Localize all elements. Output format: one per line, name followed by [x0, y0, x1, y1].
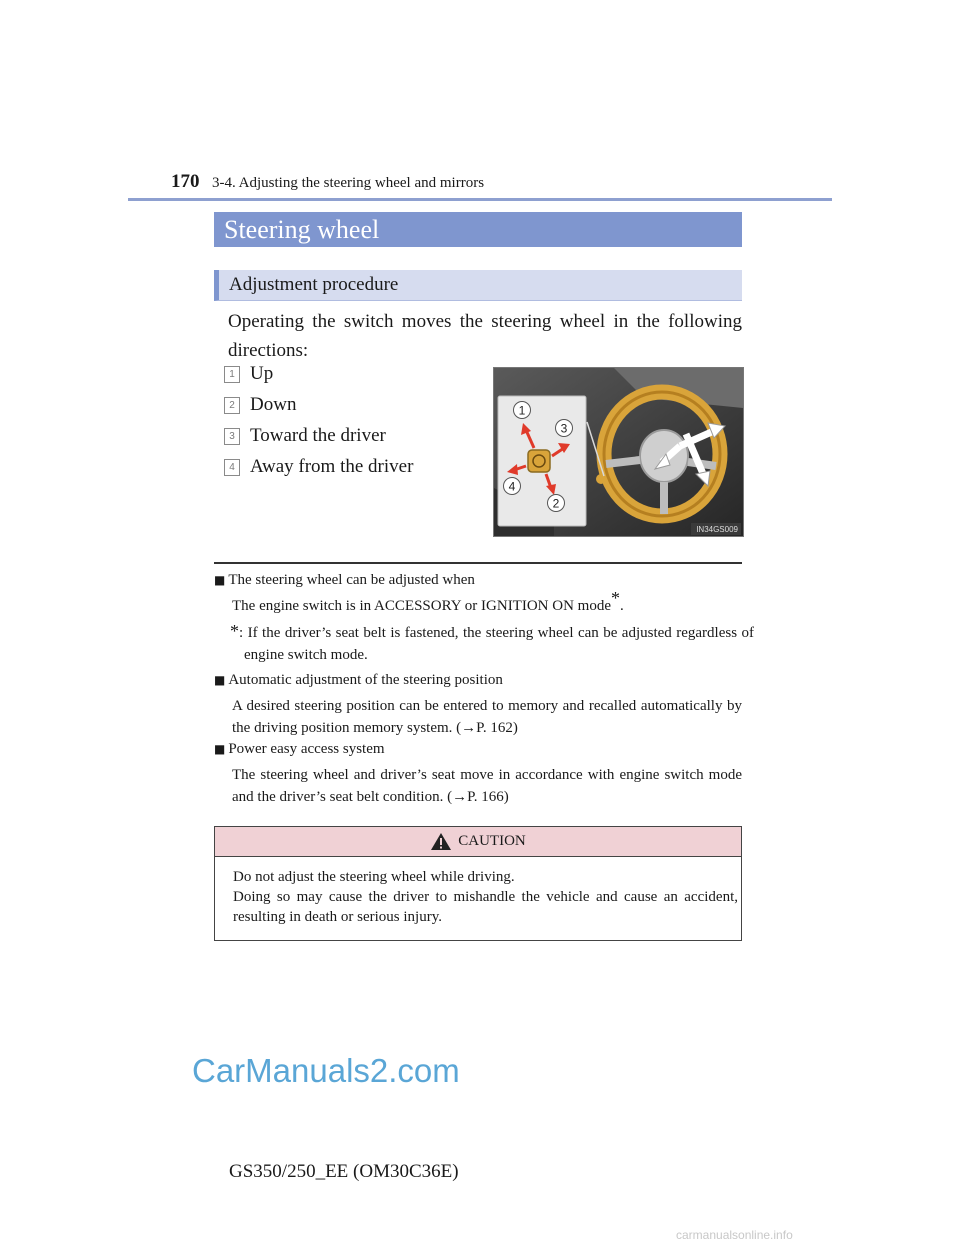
note-body-adjustable-when: The engine switch is in ACCESSORY or IGNITION ON mode*. — [232, 588, 624, 614]
caution-header — [215, 827, 741, 857]
note-heading-adjustable-when: ■ The steering wheel can be adjusted when — [214, 572, 475, 588]
intro-paragraph: Operating the switch moves the steering wheel in the following directions: — [228, 311, 742, 361]
section-separator — [214, 562, 742, 564]
subsection-title: Adjustment procedure — [214, 270, 742, 301]
step-number-badge: 4 — [224, 459, 240, 476]
note-heading-automatic-adjustment: ■ Automatic adjustment of the steering position — [214, 672, 503, 688]
step-up — [224, 363, 273, 385]
page-number: 170 — [171, 171, 200, 192]
step-number-badge: 2 — [224, 397, 240, 414]
note-body-automatic-adjustment: A desired steering position can be entered to memory and recalled automatically by the driving position memory system. (→P. 162) — [232, 698, 742, 736]
callout-3 — [556, 420, 573, 437]
step-label: Down — [250, 394, 297, 415]
note-heading-power-easy-access: ■ Power easy access system — [214, 741, 385, 757]
caution-title: CAUTION — [458, 833, 526, 849]
step-label: Up — [250, 363, 274, 384]
steering-illustration-svg — [494, 368, 743, 536]
svg-text:1: 1 — [518, 403, 526, 418]
warning-triangle-icon — [430, 832, 452, 851]
section-header: 3-4. Adjusting the steering wheel and mirrors — [212, 175, 485, 191]
figure-code: IN34GS009 — [696, 525, 738, 534]
step-label: Away from the driver — [250, 456, 414, 477]
caution-text — [233, 867, 738, 927]
steering-wheel-illustration — [493, 367, 744, 537]
callout-4 — [504, 478, 521, 495]
callout-2 — [548, 495, 565, 512]
note-body-power-easy-access: The steering wheel and driver’s seat move in accordance with engine switch mode and the driver’s seat belt condition. (→P. 166) — [232, 767, 742, 805]
callout-1 — [514, 402, 531, 419]
bullet-square-icon: ■ — [214, 573, 226, 587]
header-rule — [128, 198, 832, 201]
step-number-badge: 3 — [224, 428, 240, 445]
svg-text:2: 2 — [552, 496, 560, 511]
svg-text:3: 3 — [560, 421, 568, 436]
step-number-badge: 1 — [224, 366, 240, 383]
bullet-square-icon: ■ — [214, 673, 226, 687]
bullet-square-icon: ■ — [214, 742, 226, 756]
section-title: Steering wheel — [214, 212, 742, 247]
footer-model-code: GS350/250_EE (OM30C36E) — [229, 1161, 459, 1182]
caution-line: Do not adjust the steering wheel while driving. — [233, 869, 515, 885]
step-toward-driver — [224, 425, 386, 447]
switch-knob-icon — [528, 450, 550, 472]
step-away-from-driver — [224, 456, 413, 478]
footnote: *: If the driver’s seat belt is fastened, the steering wheel can be adjusted regardless of engine switch mode. — [230, 621, 754, 663]
caution-line: Doing so may cause the driver to mishandle the vehicle and cause an accident, resulting in death or serious injury. — [233, 889, 738, 925]
svg-text:4: 4 — [508, 479, 516, 494]
watermark-logo: CarManuals2.com — [192, 1052, 460, 1089]
step-down — [224, 394, 296, 416]
footer-watermark: carmanualsonline.info — [676, 1228, 793, 1242]
step-label: Toward the driver — [250, 425, 386, 446]
